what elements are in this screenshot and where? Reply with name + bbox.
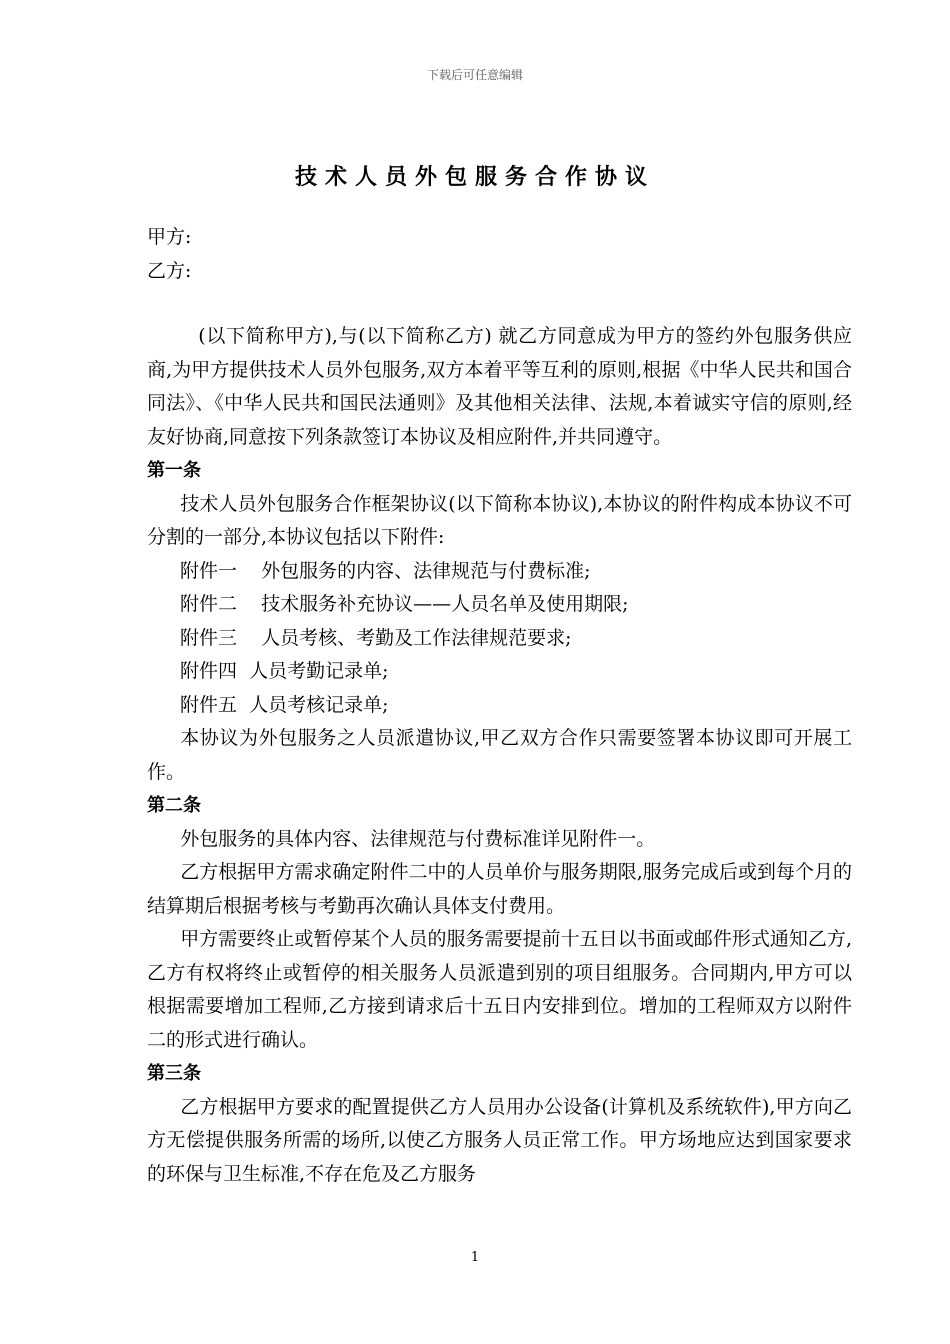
article-2-paragraph: 乙方根据甲方需求确定附件二中的人员单价与服务期限,服务完成后或到每个月的结算期后根据考核与考勤再次确认具体支付费用。: [147, 861, 852, 917]
attachment-item: 附件五 人员考核记录单;: [180, 693, 389, 716]
article-2-paragraph: 甲方需要终止或暂停某个人员的服务需要提前十五日以书面或邮件形式通知乙方,乙方有权将终止或暂停的相关服务人员派遣到别的项目组服务。合同期内,甲方可以根据需要增加工程师,乙方接到请求后十五日内安排到位。增加的工程师双方以附件二的形式进行确认。: [147, 928, 852, 1051]
page-header-note: 下载后可任意编辑: [426, 68, 523, 82]
attachment-item: 附件三 人员考核、考勤及工作法律规范要求;: [180, 626, 572, 649]
article-1-paragraph: 技术人员外包服务合作框架协议(以下简称本协议),本协议的附件构成本协议不可分割的一部分,本协议包括以下附件:: [147, 492, 852, 548]
intro-paragraph: (以下简称甲方),与(以下简称乙方) 就乙方同意成为甲方的签约外包服务供应商,为甲方提供技术人员外包服务,双方本着平等互利的原则,根据《中华人民共和国合同法》、《中华人民共和国民法通则》及其他相关法律、法规,本着诚实守信的原则,经友好协商,同意按下列条款签订本协议及相应附件,并共同遵守。: [147, 325, 852, 448]
article-3-paragraph: 乙方根据甲方要求的配置提供乙方人员用办公设备(计算机及系统软件),甲方向乙方无偿提供服务所需的场所,以使乙方服务人员正常工作。甲方场地应达到国家要求的环保与卫生标准,不存在危及乙方服务: [147, 1095, 852, 1185]
article-1-paragraph: 本协议为外包服务之人员派遣协议,甲乙双方合作只需要签署本协议即可开展工作。: [147, 727, 852, 783]
article-3-heading: 第三条: [147, 1063, 201, 1084]
article-1-heading: 第一条: [147, 460, 201, 481]
attachment-item: 附件四 人员考勤记录单;: [180, 660, 389, 682]
attachment-item: 附件二 技术服务补充协议——人员名单及使用期限;: [180, 593, 629, 615]
document-title: 技术人员外包服务合作协议: [294, 164, 655, 190]
article-2-heading: 第二条: [147, 795, 201, 816]
party-a-label: 甲方:: [147, 226, 192, 248]
page-number: 1: [470, 1250, 480, 1265]
party-b-label: 乙方:: [147, 260, 192, 282]
article-2-paragraph: 外包服务的具体内容、法律规范与付费标准详见附件一。: [180, 827, 656, 850]
attachment-item: 附件一 外包服务的内容、法律规范与付费标准;: [180, 559, 591, 582]
document-body: [147, 320, 852, 1191]
